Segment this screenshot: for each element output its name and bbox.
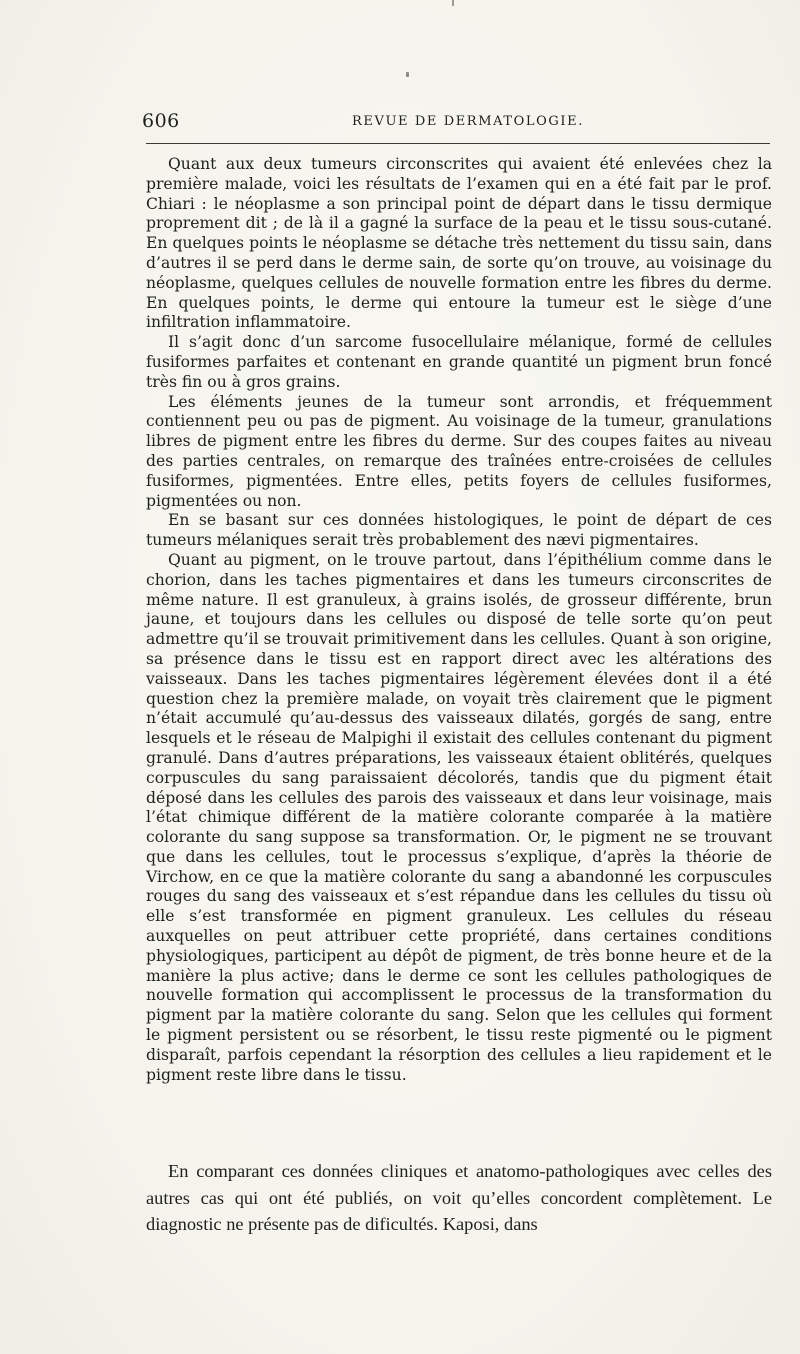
header-rule [146, 143, 770, 144]
conclusion-paragraph: En comparant ces données cliniques et anatomo-pathologiques avec celles des autres cas qui ont été publiés, on voit qu’elles concordent complètement. Le diagnostic ne présente pas de dificultés. Kaposi, dans [146, 1161, 772, 1234]
paper-mark [452, 0, 454, 6]
paper-mark [406, 72, 409, 77]
paragraph: Quant au pigment, on le trouve partout, dans l’épithélium comme dans le chorion, dans les taches pigmentaires et dans les tumeurs circonscrites de même nature. Il est granuleux, à grains isolés, de grosseur différente, brun jaune, et toujours dans les cellules ou disposé de telle sorte qu’on peut admettre qu’il se trouvait primitivement dans les cellules. Quant à son origine, sa présence dans le tissu est en rapport direct avec les altérations des vaisseaux. Dans les taches pigmentaires légèrement élevées dont il a été question chez la première malade, on voyait très clairement que le pigment n’était accumulé qu’au-dessus des vaisseaux dilatés, gorgés de sang, entre lesquels et le réseau de Malpighi il existait des cellules contenant du pigment granulé. Dans d’autres préparations, les vaisseaux étaient oblitérés, quelques corpuscules du sang paraissaient décolorés, tandis que du pigment était déposé dans les cellules des parois des vaisseaux et dans leur voisinage, mais l’état chimique différent de la matière colorante comparée à la matière colorante du sang suppose sa transformation. Or, le pigment ne se trouvant que dans les cellules, tout le processus s’explique, d’après la théorie de Virchow, en ce que la matière colorante du sang a abandonné les corpuscules rouges du sang des vaisseaux et s’est répandue dans les cellules du tissu où elle s’est transformée en pigment granuleux. Les cellules du réseau auxquelles on peut attribuer cette propriété, dans certaines conditions physiologiques, participent au dépôt de pigment, de très bonne heure et de la manière la plus active; dans le derme ce sont les cellules pathologiques de nouvelle formation qui accomplissent le processus de la transformation du pigment par la matière colorante du sang. Selon que les cellules qui forment le pigment persistent ou se résorbent, le tissu reste pigmenté ou le pigment disparaît, parfois cependant la résorption des cellules a lieu rapidement et le pigment reste libre dans le tissu. [146, 550, 772, 1084]
page-header [142, 110, 774, 134]
paragraph: En se basant sur ces données histologiques, le point de départ de ces tumeurs mélaniques serait très probablement des nævi pigmentaires. [146, 511, 772, 550]
conclusion-section [146, 1158, 772, 1238]
paragraph: Il s’agit donc d’un sarcome fusocellulaire mélanique, formé de cellules fusiformes parfaites et contenant en grande quantité un pigment brun foncé très fin ou à gros grains. [146, 333, 772, 391]
paragraph: Les éléments jeunes de la tumeur sont arrondis, et fréquemment contiennent peu ou pas de pigment. Au voisinage de la tumeur, granulations libres de pigment entre les fibres du derme. Sur des coupes faites au niveau des parties centrales, on remarque des traînées entre-croisées de cellules fusiformes, pigmentées. Entre elles, petits foyers de cellules fusiformes, pigmentées ou non. [146, 392, 772, 510]
paragraph: Quant aux deux tumeurs circonscrites qui avaient été enlevées chez la première malade, voici les résultats de l’examen qui en a été fait par le prof. Chiari : le néoplasme a son principal point de départ dans le tissu dermique proprement dit ; de là il a gagné la surface de la peau et le tissu sous-cutané. En quelques points le néoplasme se détache très nettement du tissu sain, dans d’autres il se perd dans le derme sain, de sorte qu’on trouve, au voisinage du néoplasme, quelques cellules de nouvelle formation entre les fibres du derme. En quelques points, le derme qui entoure la tumeur est le siège d’une infiltration inflammatoire. [146, 155, 772, 332]
running-title: REVUE DE DERMATOLOGIE. [352, 114, 584, 129]
article-body [146, 155, 772, 1085]
page-number: 606 [142, 110, 180, 132]
